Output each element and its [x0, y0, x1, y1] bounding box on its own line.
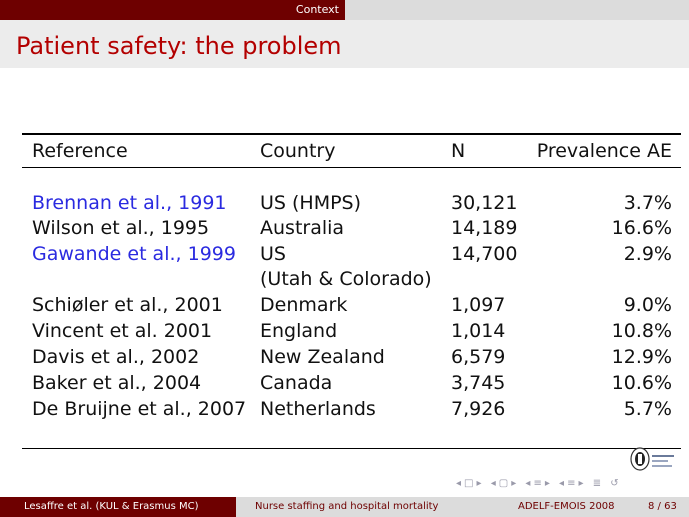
row-n: 1,097 — [451, 294, 506, 316]
nav-section-prev-icon[interactable]: ◂ — [525, 478, 534, 489]
title-bar — [0, 20, 689, 68]
table-bottom-rule — [22, 448, 681, 449]
row-reference: Wilson et al., 1995 — [32, 217, 210, 239]
row-prevalence: 10.6% — [611, 372, 672, 394]
row-country-detail: (Utah & Colorado) — [260, 268, 432, 290]
section-label[interactable]: Context — [295, 3, 339, 16]
nav-subsection-next-icon[interactable]: ▸ — [511, 478, 520, 489]
row-reference: Vincent et al. 2001 — [32, 320, 213, 342]
row-reference: Davis et al., 2002 — [32, 346, 200, 368]
row-prevalence: 12.9% — [611, 346, 672, 368]
nav-section-icon[interactable]: ≡ — [533, 478, 545, 489]
row-n: 14,700 — [451, 243, 518, 265]
row-country: England — [260, 320, 338, 342]
footer-page-number: 8 / 63 — [648, 501, 677, 512]
footer-title-block — [236, 497, 452, 517]
nav-frame-prev-icon[interactable]: ◂ — [456, 478, 465, 489]
row-reference: Baker et al., 2004 — [32, 372, 202, 394]
section-header-bar — [0, 0, 689, 20]
nav-doc-next-icon[interactable]: ▸ — [578, 478, 587, 489]
section-header-dark — [0, 0, 345, 20]
row-country: US (HMPS) — [260, 192, 362, 214]
row-n: 14,189 — [451, 217, 518, 239]
footer-conference: ADELF-EMOIS 2008 — [518, 501, 615, 512]
footer-bar — [0, 497, 689, 517]
nav-section-next-icon[interactable]: ▸ — [544, 478, 553, 489]
row-reference: Schiøler et al., 2001 — [32, 294, 223, 316]
nav-search-icon[interactable]: ↺ — [610, 478, 622, 489]
row-country: Denmark — [260, 294, 348, 316]
row-country: Canada — [260, 372, 333, 394]
row-prevalence: 9.0% — [623, 294, 672, 316]
row-country: Australia — [260, 217, 345, 239]
nav-align-icon[interactable]: ≣ — [592, 478, 605, 489]
row-prevalence: 3.7% — [623, 192, 672, 214]
reference-link[interactable]: Brennan et al., 1991 — [32, 192, 227, 214]
reference-link[interactable]: Gawande et al., 1999 — [32, 243, 236, 265]
row-n: 6,579 — [451, 346, 506, 368]
row-n: 30,121 — [451, 192, 518, 214]
nav-subsection-icon[interactable]: ▢ — [498, 478, 512, 489]
footer-author: Lesaffre et al. (KUL & Erasmus MC) — [24, 501, 199, 512]
nav-subsection-prev-icon[interactable]: ◂ — [490, 478, 499, 489]
header-prevalence: Prevalence AE — [536, 140, 672, 162]
row-n: 7,926 — [451, 398, 506, 420]
row-reference: De Bruijne et al., 2007 — [32, 398, 247, 420]
nav-doc-icon[interactable]: ≡ — [567, 478, 579, 489]
header-rule — [22, 167, 681, 168]
row-prevalence: 16.6% — [611, 217, 672, 239]
header-n: N — [451, 140, 466, 162]
nav-doc-prev-icon[interactable]: ◂ — [559, 478, 568, 489]
header-reference: Reference — [32, 140, 128, 162]
beamer-navigation — [456, 478, 622, 489]
header-country: Country — [260, 140, 336, 162]
footer-title: Nurse staffing and hospital mortality — [255, 501, 439, 512]
university-logo-icon — [652, 453, 678, 469]
row-country: Netherlands — [260, 398, 376, 420]
nav-frame-next-icon[interactable]: ▸ — [476, 478, 485, 489]
row-country: New Zealand — [260, 346, 385, 368]
slide-title: Patient safety: the problem — [16, 32, 342, 60]
table-top-rule — [22, 133, 681, 135]
row-prevalence: 2.9% — [623, 243, 672, 265]
nav-frame-icon[interactable]: □ — [464, 478, 477, 489]
section-header-light — [345, 0, 689, 20]
footer-author-block — [0, 497, 236, 517]
footer-conference-block — [452, 497, 689, 517]
row-n: 3,745 — [451, 372, 506, 394]
row-country: US — [260, 243, 286, 265]
row-prevalence: 10.8% — [611, 320, 672, 342]
row-prevalence: 5.7% — [623, 398, 672, 420]
row-n: 1,014 — [451, 320, 506, 342]
